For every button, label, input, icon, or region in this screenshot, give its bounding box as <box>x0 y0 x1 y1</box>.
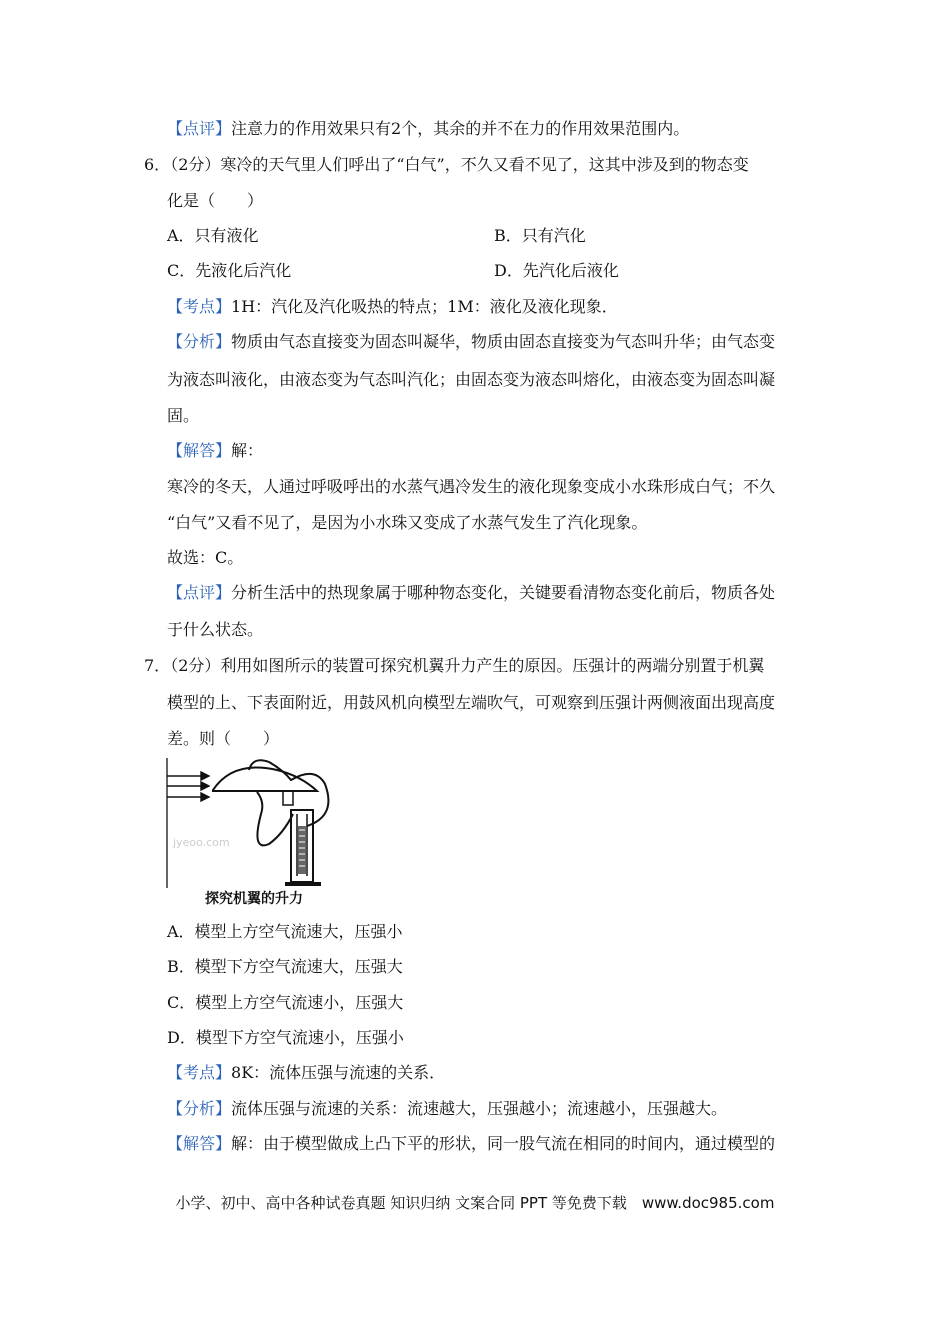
question-7-stem-cont: 模型的上、下表面附近，用鼓风机向模型左端吹气，可观察到压强计两侧液面出现高度 <box>167 693 776 712</box>
kaodian-line <box>167 1063 445 1083</box>
kaodian-text: 1H：汽化及汽化吸热的特点；1M：液化及液化现象． <box>231 297 618 316</box>
jieda-line <box>167 1134 775 1154</box>
dianping-cont: 于什么状态。 <box>167 620 264 639</box>
option-d: D．模型下方空气流速小，压强小 <box>167 1028 404 1047</box>
question-7-stem <box>144 656 764 676</box>
option-b: B．模型下方空气流速大，压强大 <box>167 957 403 976</box>
answer-choice: 故选：C。 <box>167 548 244 567</box>
jieda-text: 解： <box>231 441 264 460</box>
dianping-tag: 【点评】 <box>167 583 232 602</box>
fenxi-line <box>167 332 775 352</box>
kaodian-line <box>167 297 618 317</box>
question-number: 6． <box>144 155 171 174</box>
fenxi-cont: 为液态叫液化，由液态变为气态叫汽化；由固态变为液态叫熔化，由液态变为固态叫凝 <box>167 370 776 389</box>
manometer-base <box>285 882 321 886</box>
kaodian-text: 8K：流体压强与流速的关系． <box>231 1063 446 1082</box>
watermark: jyeoo.com <box>173 836 230 849</box>
page-footer: 小学、初中、高中各种试卷真题 知识归纳 文案合同 PPT 等免费下载 www.doc985.com <box>175 1194 775 1212</box>
comment-line <box>167 119 689 139</box>
lower-tube <box>257 792 293 845</box>
option-b: B．只有汽化 <box>494 226 586 245</box>
jieda-tag: 【解答】 <box>167 441 232 460</box>
kaodian-tag: 【考点】 <box>167 297 232 316</box>
question-6-stem <box>144 155 749 175</box>
fenxi-text: 物质由气态直接变为固态叫凝华，物质由固态直接变为气态叫升华；由气态变 <box>231 332 776 351</box>
comment-tag: 【点评】 <box>167 119 232 138</box>
fenxi-line <box>167 1099 727 1119</box>
option-a: A．模型上方空气流速大，压强小 <box>167 922 403 941</box>
question-7-stem-cont: 差。则（ ） <box>167 729 280 748</box>
option-c: C．模型上方空气流速小，压强大 <box>167 993 404 1012</box>
jieda-line <box>167 441 263 461</box>
wing-support <box>283 791 293 805</box>
jieda-cont: 寒冷的冬天，人通过呼吸呼出的水蒸气遇冷发生的液化现象变成小水珠形成白气；不久 <box>167 477 776 496</box>
question-6-stem-cont: 化是（ ） <box>167 191 264 210</box>
fenxi-text: 流体压强与流速的关系：流速越大，压强越小；流速越小，压强越大。 <box>231 1099 728 1118</box>
manometer-liquid <box>298 826 306 874</box>
option-d: D．先汽化后液化 <box>494 261 619 280</box>
option-c: C．先液化后汽化 <box>167 261 292 280</box>
question-stem-text: （2分）利用如图所示的装置可探究机翼升力产生的原因。压强计的两端分别置于机翼 <box>170 656 765 675</box>
question-stem-text: （2分）寒冷的天气里人们呼出了“白气”，不久又看不见了，这其中涉及到的物态变 <box>170 155 749 174</box>
question-number: 7． <box>144 656 171 675</box>
jieda-tag: 【解答】 <box>167 1134 232 1153</box>
jieda-cont: “白气”又看不见了，是因为小水珠又变成了水蒸气发生了汽化现象。 <box>167 513 648 532</box>
dianping-line <box>167 583 775 603</box>
jieda-text: 解：由于模型做成上凸下平的形状，同一股气流在相同的时间内，通过模型的 <box>231 1134 776 1153</box>
figure-caption: 探究机翼的升力 <box>205 891 303 907</box>
wing-model <box>213 768 317 792</box>
dianping-text: 分析生活中的热现象属于哪种物态变化，关键要看清物态变化前后，物质各处 <box>231 583 776 602</box>
option-a: A．只有液化 <box>167 226 259 245</box>
fenxi-cont: 固。 <box>167 406 200 425</box>
airflow-arrows <box>167 772 209 801</box>
kaodian-tag: 【考点】 <box>167 1063 232 1082</box>
fenxi-tag: 【分析】 <box>167 332 232 351</box>
fenxi-tag: 【分析】 <box>167 1099 232 1118</box>
comment-text: 注意力的作用效果只有2个，其余的并不在力的作用效果范围内。 <box>231 119 690 138</box>
wing-lift-apparatus-figure <box>165 758 340 908</box>
